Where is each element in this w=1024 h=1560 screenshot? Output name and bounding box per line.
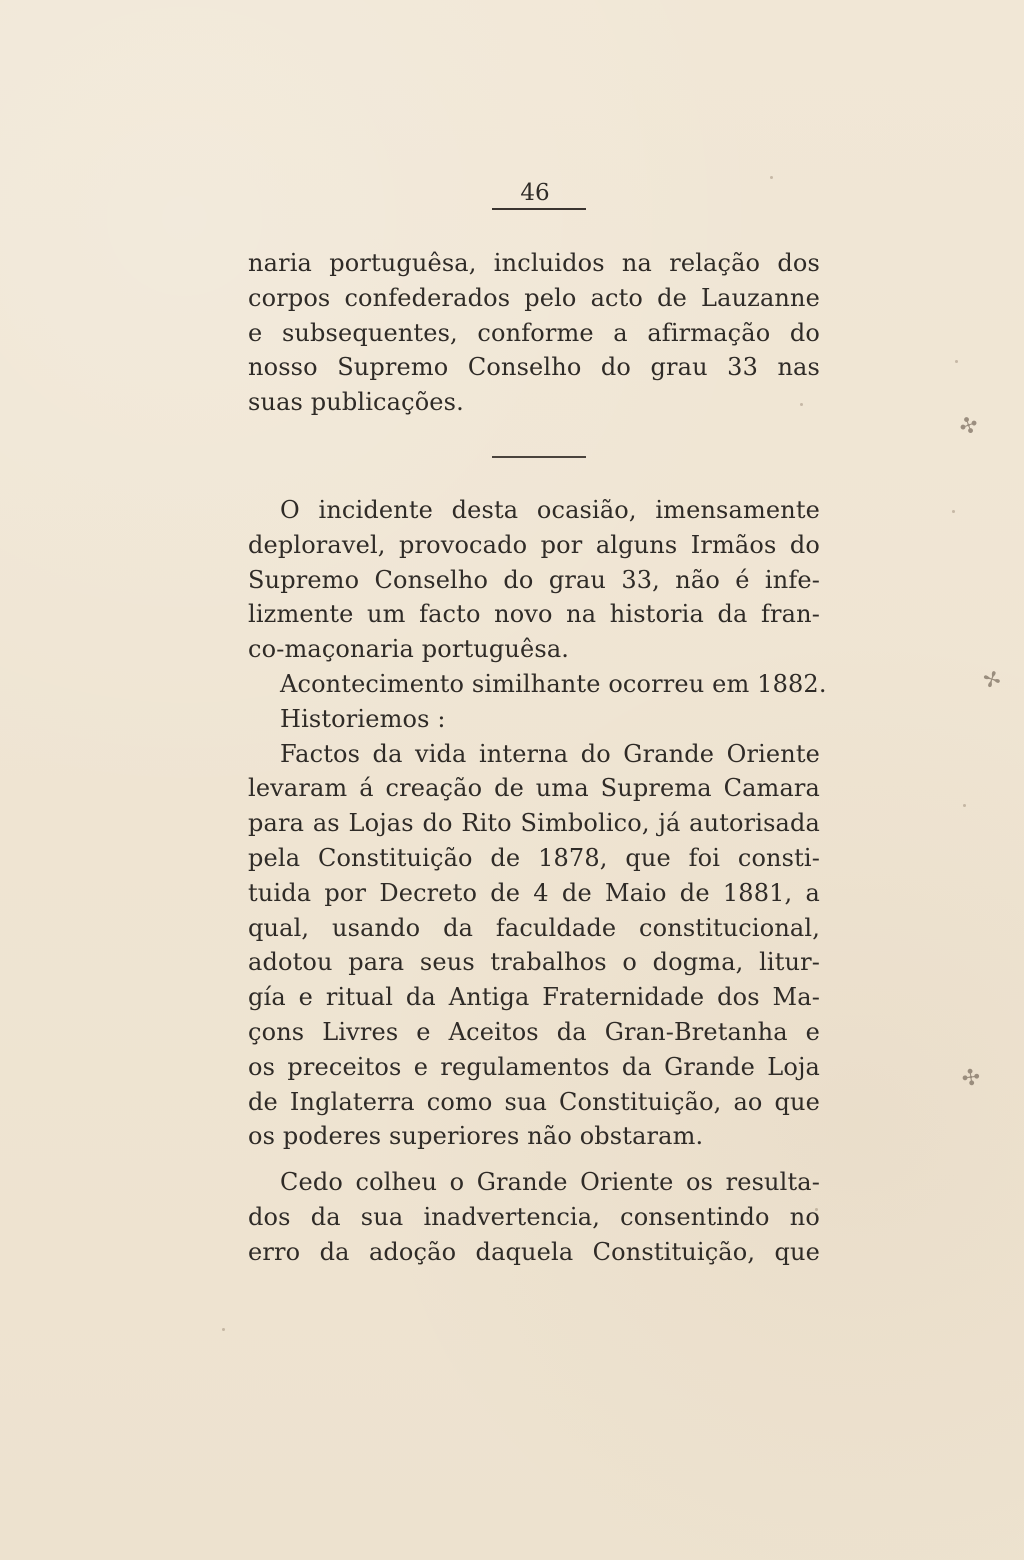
paragraph-2-line-4: lizmente um facto novo na historia da fran- xyxy=(248,600,820,629)
paragraph-2-line-5: co-maçonaria portuguêsa. xyxy=(248,635,570,664)
margin-stain-icon: ✢ xyxy=(978,665,1005,696)
paper-speck xyxy=(800,403,803,406)
paper-speck xyxy=(770,176,773,179)
text-block-3 xyxy=(248,1165,820,1269)
paragraph-6-line-3: erro da adoção daquela Constituição, que xyxy=(248,1237,820,1266)
paragraph-5-line-4: pela Constituição de 1878, que foi consti- xyxy=(248,843,820,872)
paragraph-5-line-9: çons Livres e Aceitos da Gran-Bretanha e xyxy=(248,1017,820,1046)
paper-speck xyxy=(952,510,955,513)
margin-stain-icon: ✣ xyxy=(960,1064,983,1093)
paragraph-6-line-1: Cedo colheu o Grande Oriente os resulta- xyxy=(280,1168,820,1196)
paragraph-1-line-5: suas publicações. xyxy=(248,388,464,417)
paragraph-1-line-4: nosso Supremo Conselho do grau 33 nas xyxy=(248,353,820,382)
paragraph-2-line-3: Supremo Conselho do grau 33, não é infe- xyxy=(248,565,820,594)
paragraph-5-line-2: levaram á creação de uma Suprema Camara xyxy=(248,774,820,803)
paragraph-4-line-1: Historiemos : xyxy=(280,704,446,733)
paragraph-5-line-1: Factos da vida interna do Grande Oriente xyxy=(280,739,820,768)
paragraph-5-line-10: os preceitos e regulamentos da Grande Loja xyxy=(248,1052,820,1081)
margin-stain-icon: ✣ xyxy=(956,411,982,442)
paper-speck xyxy=(963,804,966,807)
paragraph-3-line-1: Acontecimento similhante ocorreu em 1882. xyxy=(280,669,827,698)
paper-speck xyxy=(815,1208,818,1211)
page-number: 46 xyxy=(520,180,550,206)
paragraph-2-line-2: deploravel, provocado por alguns Irmãos do xyxy=(248,530,820,559)
text-block-1 xyxy=(248,246,820,420)
paper-speck xyxy=(222,1328,225,1331)
paragraph-5-line-6: qual, usando da faculdade constitucional, xyxy=(248,913,820,942)
page-number-rule xyxy=(492,208,586,210)
paragraph-6-line-2: dos da sua inadvertencia, consentindo no xyxy=(248,1202,820,1231)
paper-speck xyxy=(955,360,958,363)
paragraph-2-line-1: O incidente desta ocasião, imensamente xyxy=(280,496,820,524)
paragraph-5-line-7: adotou para seus trabalhos o dogma, litur- xyxy=(248,948,820,977)
paragraph-5-line-8: gía e ritual da Antiga Fraternidade dos Ma- xyxy=(248,983,820,1012)
section-divider xyxy=(492,456,586,458)
text-block-2 xyxy=(248,493,827,1154)
paragraph-1-line-1: naria portuguêsa, incluidos na relação dos xyxy=(248,249,820,277)
paragraph-5-line-12: os poderes superiores não obstaram. xyxy=(248,1122,704,1151)
paragraph-5-line-5: tuida por Decreto de 4 de Maio de 1881, a xyxy=(248,878,820,907)
paragraph-5-line-11: de Inglaterra como sua Constituição, ao que xyxy=(248,1087,820,1116)
paragraph-1-line-2: corpos confederados pelo acto de Lauzanne xyxy=(248,283,820,312)
paragraph-1-line-3: e subsequentes, conforme a afirmação do xyxy=(248,318,820,347)
paragraph-5-line-3: para as Lojas do Rito Simbolico, já autorisada xyxy=(248,809,820,838)
